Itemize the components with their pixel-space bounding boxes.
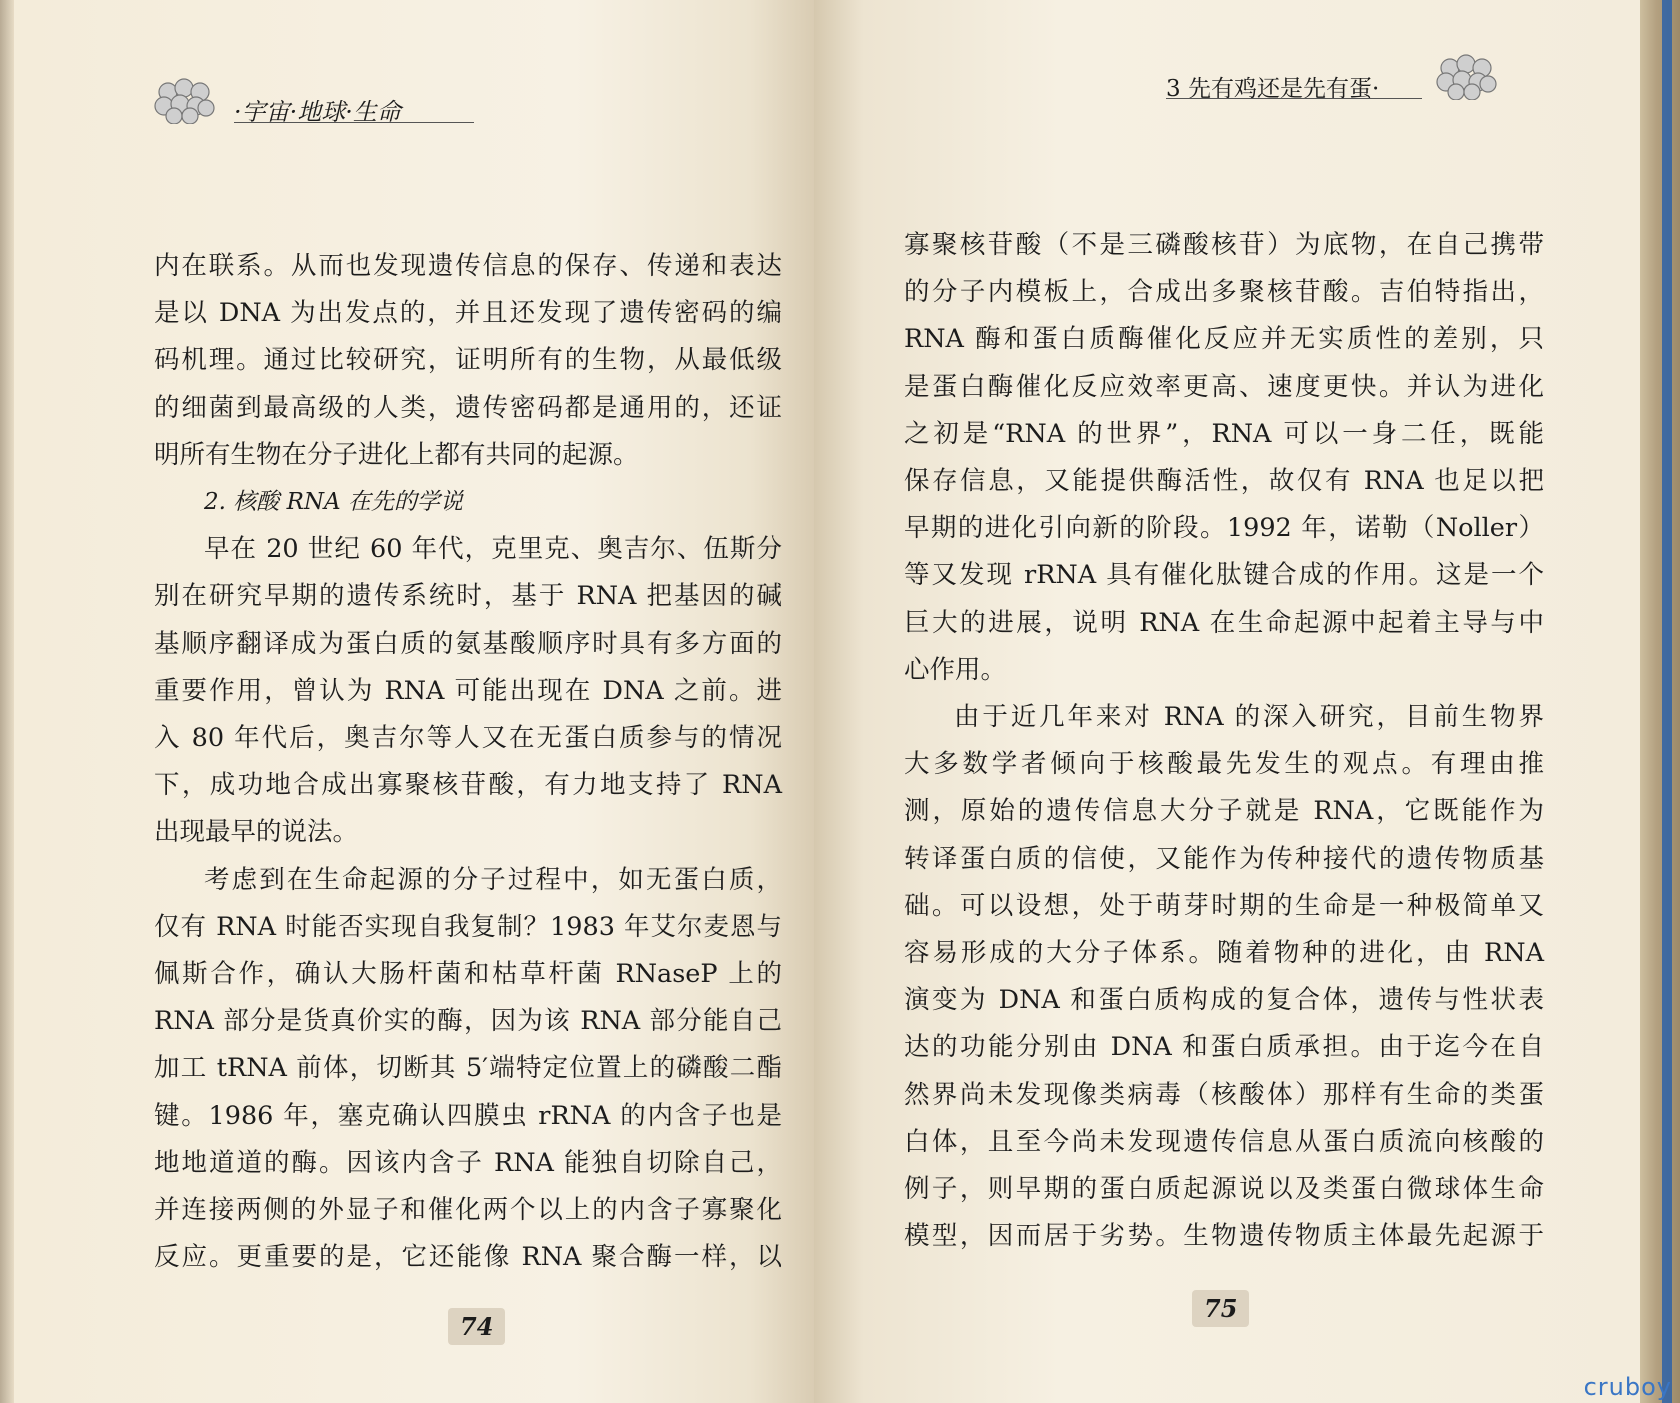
left-body-text: [154, 243, 782, 1281]
text-line: 的细菌到最高级的人类，遗传密码都是通用的，还证: [154, 392, 782, 423]
text-line: 之初是“RNA 的世界”，RNA 可以一身二任，既能: [904, 418, 1544, 449]
text-line: 下，成功地合成出寡聚核苷酸，有力地支持了 RNA: [154, 770, 782, 801]
text-line: 演变为 DNA 和蛋白质构成的复合体，遗传与性状表: [904, 985, 1544, 1016]
text-line: 例子，则早期的蛋白质起源说以及类蛋白微球体生命: [904, 1174, 1544, 1205]
text-line: 心作用。: [904, 654, 1007, 685]
molecule-cluster-icon: [1436, 50, 1500, 100]
text-line: 加工 tRNA 前体，切断其 5′端特定位置上的磷酸二酯: [154, 1053, 782, 1084]
right-book-edge: [1640, 0, 1680, 1403]
blue-edge-strip: [1662, 0, 1672, 1403]
text-line: 测，原始的遗传信息大分子就是 RNA，它既能作为: [904, 796, 1544, 827]
text-line: 明所有生物在分子进化上都有共同的起源。: [154, 439, 639, 470]
text-line: 早在 20 世纪 60 年代，克里克、奥吉尔、伍斯分: [204, 534, 782, 565]
right-page: [814, 0, 1640, 1403]
text-line: 重要作用，曾认为 RNA 可能出现在 DNA 之前。进: [154, 675, 782, 706]
text-line: 寡聚核苷酸（不是三磷酸核苷）为底物，在自己携带: [904, 230, 1544, 260]
right-body-text: [904, 222, 1544, 1260]
text-line: 地地道道的酶。因该内含子 RNA 能独自切除自己，: [154, 1147, 782, 1178]
text-line: 是蛋白酶催化反应效率更高、速度更快。并认为进化: [904, 371, 1544, 402]
header-rule-right: [1166, 98, 1422, 99]
left-book-edge: [0, 0, 14, 1403]
left-page: [14, 0, 814, 1403]
text-line: 码机理。通过比较研究，证明所有的生物，从最低级: [154, 345, 782, 376]
text-line: 大多数学者倾向于核酸最先发生的观点。有理由推: [904, 749, 1544, 780]
page-number-left: 74: [448, 1308, 505, 1345]
text-line: 等又发现 rRNA 具有催化肽键合成的作用。这是一个: [904, 560, 1544, 591]
text-line: 模型，因而居于劣势。生物遗传物质主体最先起源于: [904, 1221, 1544, 1252]
text-line: 考虑到在生命起源的分子过程中，如无蛋白质，: [204, 864, 782, 895]
page-number-right: 75: [1192, 1290, 1249, 1327]
text-line: 础。可以设想，处于萌芽时期的生命是一种极简单又: [904, 890, 1544, 921]
watermark: cruboy: [1583, 1373, 1672, 1401]
text-line: 是以 DNA 为出发点的，并且还发现了遗传密码的编: [154, 298, 782, 329]
text-line: 别在研究早期的遗传系统时，基于 RNA 把基因的碱: [154, 581, 782, 612]
text-line: 基顺序翻译成为蛋白质的氨基酸顺序时具有多方面的: [154, 628, 782, 659]
molecule-cluster-icon: [154, 74, 218, 124]
text-line: 的分子内模板上，合成出多聚核苷酸。吉伯特指出，: [904, 277, 1544, 308]
text-line: 佩斯合作，确认大肠杆菌和枯草杆菌 RNaseP 上的: [154, 959, 782, 990]
text-line: 出现最早的说法。: [154, 817, 359, 848]
text-line: 早期的进化引向新的阶段。1992 年，诺勒（Noller）: [904, 513, 1544, 544]
text-line: 入 80 年代后，奥吉尔等人又在无蛋白质参与的情况: [154, 723, 782, 754]
section-subheading: 2. 核酸 RNA 在先的学说: [204, 489, 463, 516]
running-header-right: 3 先有鸡还是先有蛋·: [1166, 76, 1380, 102]
text-line: 巨大的进展，说明 RNA 在生命起源中起着主导与中: [904, 607, 1544, 638]
text-line: RNA 酶和蛋白质酶催化反应并无实质性的差别，只: [904, 324, 1544, 355]
text-line: 容易形成的大分子体系。随着物种的进化，由 RNA: [904, 938, 1544, 969]
text-line: 反应。更重要的是，它还能像 RNA 聚合酶一样，以: [154, 1242, 782, 1273]
text-line: 仅有 RNA 时能否实现自我复制？1983 年艾尔麦恩与: [154, 911, 782, 942]
header-rule-left: [234, 122, 474, 123]
text-line: 并连接两侧的外显子和催化两个以上的内含子寡聚化: [154, 1195, 782, 1226]
text-line: 然界尚未发现像类病毒（核酸体）那样有生命的类蛋: [904, 1079, 1544, 1110]
text-line: 保存信息，又能提供酶活性，故仅有 RNA 也足以把: [904, 466, 1544, 497]
text-line: 转译蛋白质的信使，又能作为传种接代的遗传物质基: [904, 843, 1544, 874]
text-line: 键。1986 年，塞克确认四膜虫 rRNA 的内含子也是: [154, 1100, 782, 1131]
running-header-left: ·宇宙·地球·生命: [234, 98, 401, 126]
text-line: 内在联系。从而也发现遗传信息的保存、传递和表达: [154, 251, 782, 281]
text-line: 达的功能分别由 DNA 和蛋白质承担。由于迄今在自: [904, 1032, 1544, 1063]
text-line: 由于近几年来对 RNA 的深入研究，目前生物界: [954, 702, 1544, 733]
text-line: RNA 部分是货真价实的酶，因为该 RNA 部分能自己: [154, 1006, 782, 1037]
text-line: 白体，且至今尚未发现遗传信息从蛋白质流向核酸的: [904, 1126, 1544, 1157]
